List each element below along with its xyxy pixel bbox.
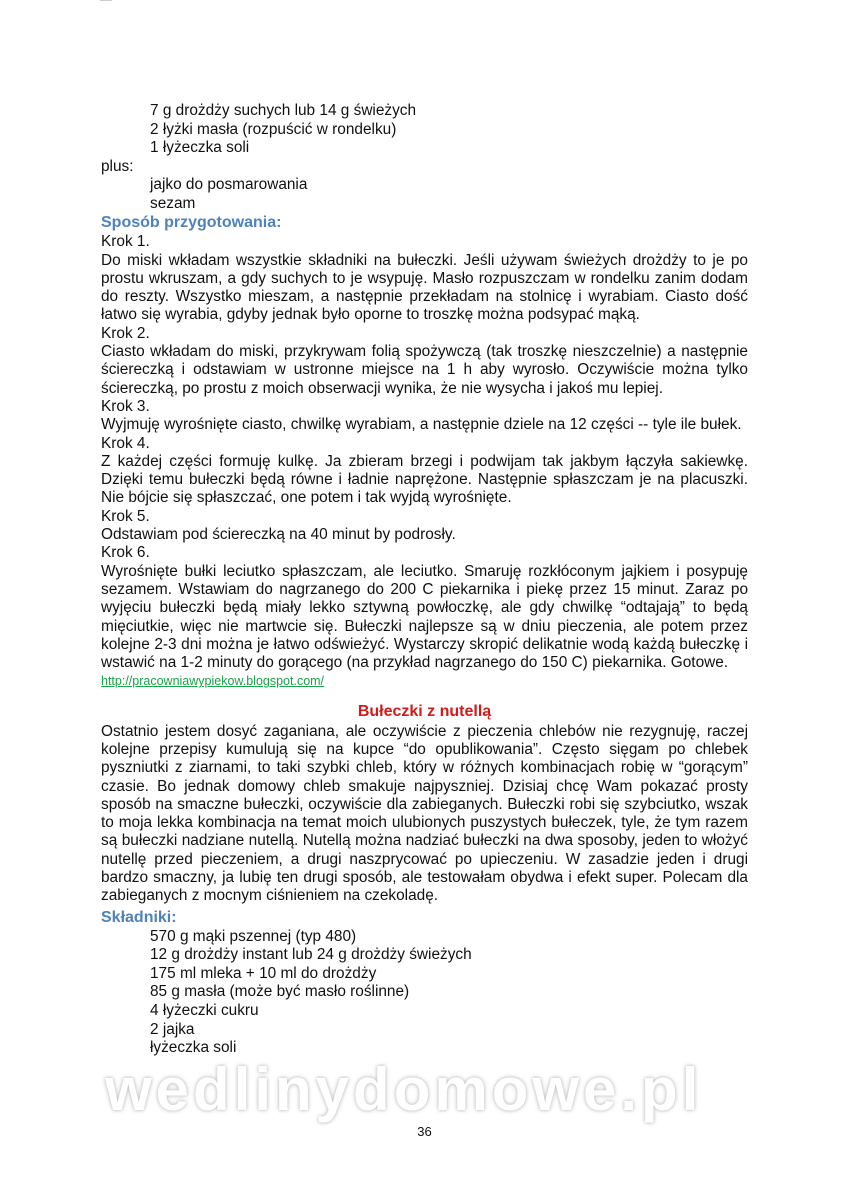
ingredient-item: 2 jajka <box>150 1020 195 1038</box>
ingredient-item: 7 g drożdży suchych lub 14 g świeżych <box>150 102 417 119</box>
ingredient-item: łyżeczka soli <box>150 1039 237 1057</box>
plus-label: plus: <box>101 157 134 175</box>
method-heading: Sposób przygotowania: <box>101 214 282 232</box>
step-text: Z każdej części formuję kulkę. Ja zbieram brzegi i podwijam tak jakbym łączyła sakiewkę. Dzięki temu bułeczki będą równe i ładnie naprężone. Następnie spłaszczam je na placuszki. Nie bójcie się spłaszczać, one potem i tak wyjdą wyrośnięte. <box>101 452 748 507</box>
scan-mark <box>100 0 112 3</box>
plus-item: sezam <box>150 194 196 212</box>
recipe-title: Bułeczki z nutellą <box>357 702 492 720</box>
step-text: Wyjmuję wyrośnięte ciasto, chwilkę wyrabiam, a następnie dziele na 12 części -- tyle ile bułek. <box>101 416 742 434</box>
watermark: wedlinydomowe.pl <box>105 1055 703 1123</box>
step-label: Krok 3. <box>101 397 150 415</box>
page-number: 36 <box>417 1123 432 1139</box>
step-label: Krok 2. <box>101 324 150 342</box>
ingredient-item: 570 g mąki pszennej (typ 480) <box>150 927 357 945</box>
ingredient-item: 4 łyżeczki cukru <box>150 1002 259 1020</box>
recipe1-section <box>101 102 748 691</box>
plus-item: jajko do posmarowania <box>150 176 308 194</box>
ingredients-heading: Składniki: <box>101 908 177 926</box>
step-label: Krok 1. <box>101 233 150 251</box>
step-text: Ciasto wkładam do miski, przykrywam folią spożywczą (tak troszkę nieszczelnie) a następnie ściereczką i odstawiam w ustronne miejsce na 1 h aby wyrosło. Oczywiście można tylko ściereczką, po prostu z moich obserwacji wynika, że nie wysycha i jakoś mu lepiej. <box>101 343 748 397</box>
step-text: Odstawiam pod ściereczką na 40 minut by podrosły. <box>101 526 456 544</box>
page-content <box>101 102 748 1140</box>
ingredients-list <box>101 928 748 1058</box>
ingredients-list <box>101 102 748 158</box>
step-label: Krok 4. <box>101 434 150 452</box>
step-label: Krok 6. <box>101 544 150 562</box>
recipe2-section <box>101 701 748 1058</box>
ingredient-item: 85 g masła (może być masło roślinne) <box>150 983 410 1001</box>
source-link[interactable]: http://pracowniawypiekow.blogspot.com/ <box>101 674 325 689</box>
recipe-intro: Ostatnio jestem dosyć zaganiana, ale oczywiście z pieczenia chlebów nie rezygnuję, raczej kolejne przepisy kumulują się na kupce “do opublikowania”. Często sięgam po chlebek pyszniutki z ziarnami, to taki szybki chleb, który w różnych kombinacjach robię w “gorącym” czasie. Bo jednak domowy chleb smakuje najpyszniej. Dzisiaj chcę Wam pokazać prosty sposób na smaczne bułeczki, oczywiście dla zabieganych. Bułeczki robi się szybciutko, wszak to moja lekka kombinacja na temat moich ulubionych puszystych bułeczek, tyle, że tym razem są bułeczki nadziane nutellą. Nutellą można nadziać bułeczki na dwa sposoby, jeden to włożyć nutellę przed pieczeniem, a drugi naszprycować po upieczeniu. W zasadzie jeden i drugi bardzo smaczny, ja lubię ten drugi sposób, ale testowałam obydwa i efekt super. Polecam dla zabieganych z mocnym ciśnieniem na czekoladę. <box>101 722 748 905</box>
step-label: Krok 5. <box>101 507 150 525</box>
step-text: Wyrośnięte bułki leciutko spłaszczam, ale leciutko. Smaruję rozkłóconym jajkiem i posypuję sezamem. Wstawiam do nagrzanego do 200 C piekarnika i piekę przez 15 minut. Zaraz po wyjęciu bułeczki będą miały lekko sztywną powłoczkę, ale gdy chwilkę “odtajają” to będą mięciutkie, więc nie martwcie się. Bułeczki najlepsze są w dniu pieczenia, ale potem przez kolejne 2-3 dni można je łatwo odświeżyć. Wystarczy skropić delikatnie wodą każdą bułeczkę i wstawić na 1-2 minuty do gorącego (na przykład nagrzanego do 150 C) piekarnika. Gotowe. <box>101 562 748 672</box>
plus-list <box>101 176 748 213</box>
ingredient-item: 12 g drożdży instant lub 24 g drożdży świeżych <box>150 946 472 964</box>
step-text: Do miski wkładam wszystkie składniki na bułeczki. Jeśli używam świeżych drożdży to je po prostu wkruszam, a gdy suchych to je wsypuję. Masło rozpuszczam w rondelku zanim dodam do reszty. Wszystko mieszam, a następnie przekładam na stolnicę i wyrabiam. Ciasto dość łatwo się wyrabia, gdyby jednak było oporne to troszkę można podsypać mąką. <box>101 251 748 324</box>
ingredient-item: 2 łyżki masła (rozpuścić w rondelku) <box>150 120 397 138</box>
ingredient-item: 175 ml mleka + 10 ml do drożdży <box>150 964 377 982</box>
ingredient-item: 1 łyżeczka soli <box>150 139 250 157</box>
